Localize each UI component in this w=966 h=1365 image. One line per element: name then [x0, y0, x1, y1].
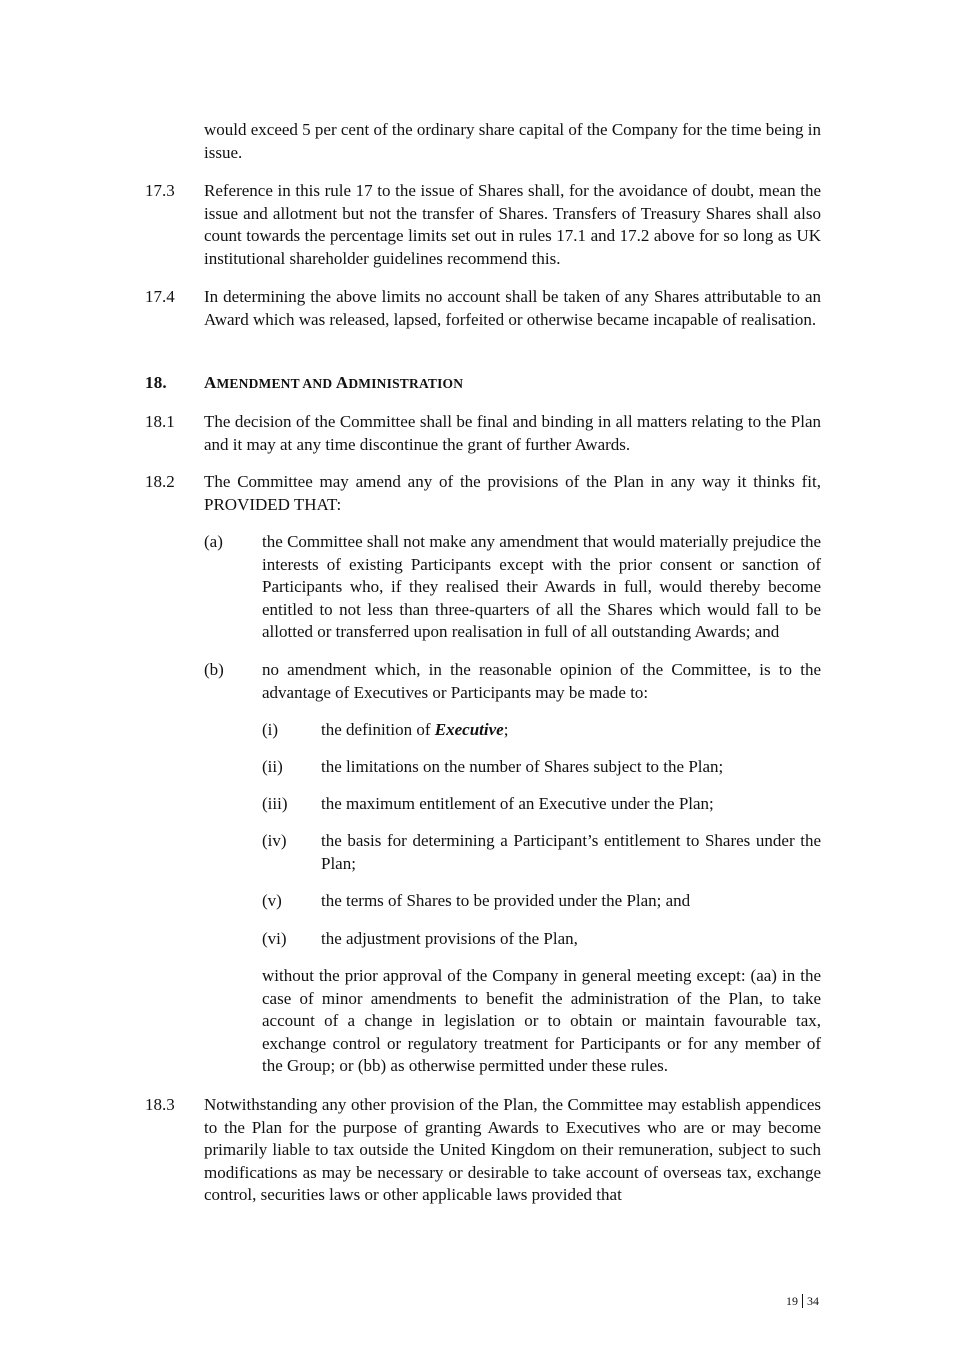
rule-18-2-text: The Committee may amend any of the provisions of the Plan in any way it thinks fit, PROVIDED THAT:: [204, 472, 821, 514]
current-page-number: 19: [786, 1294, 798, 1308]
item-v-text: the terms of Shares to be provided under the Plan; and: [321, 891, 691, 910]
rule-number-18-2: 18.2: [145, 472, 175, 491]
rule-number-17-3: 17.3: [145, 181, 175, 200]
item-label-ii: (ii): [262, 757, 283, 776]
item-ii-text: the limitations on the number of Shares subject to the Plan;: [321, 757, 724, 776]
subclause-label-b: (b): [204, 660, 224, 679]
subclause-label-a: (a): [204, 532, 223, 551]
section-number-18: 18.: [145, 373, 167, 392]
total-pages-number: 34: [807, 1294, 819, 1308]
rule-number-17-4: 17.4: [145, 287, 175, 306]
subclause-b-text: no amendment which, in the reasonable opinion of the Committee, is to the advantage of Executives or Participants may be made to:: [262, 660, 821, 702]
rule-17-4-text: In determining the above limits no account shall be taken of any Shares attributable to an Award which was released, lapsed, forfeited or otherwise became incapable of realisation.: [204, 287, 821, 329]
item-i-text: the definition of Executive;: [321, 720, 509, 739]
item-iv-text: the basis for determining a Participant’s entitlement to Shares under the Plan;: [321, 831, 821, 873]
defined-term-executive: Executive: [434, 720, 504, 739]
section-18-heading: AMENDMENT AND ADMINISTRATION: [204, 373, 464, 392]
item-label-iv: (iv): [262, 831, 287, 850]
rule-17-3-text: Reference in this rule 17 to the issue of Shares shall, for the avoidance of doubt, mean the issue and allotment but not the transfer of Shares. Transfers of Treasury Shares shall also count towards the percentage limits set out in rules 17.1 and 17.2 above for so long as UK institutional shareholder guidelines recommend this.: [204, 181, 821, 268]
continuation-paragraph: would exceed 5 per cent of the ordinary share capital of the Company for the time being in issue.: [204, 120, 821, 162]
closing-paragraph: without the prior approval of the Company in general meeting except: (aa) in the case of minor amendments to benefit the administration of the Plan, to take account of a change in legislation or to obtain or maintain favourable tax, exchange control or regulatory treatment for Participants or for any member of the Group; or (bb) as otherwise permitted under these rules.: [262, 966, 821, 1075]
subclause-a-text: the Committee shall not make any amendment that would materially prejudice the interests of existing Participants except with the prior consent or sanction of Participants who, if they realised their Awards in full, would thereby become entitled to not less than three-quarters of all the Shares which would fall to be allotted or transferred upon realisation in full of all outstanding Awards; and: [262, 532, 821, 641]
item-vi-text: the adjustment provisions of the Plan,: [321, 929, 578, 948]
rule-number-18-1: 18.1: [145, 412, 175, 431]
page-number: [786, 1294, 819, 1308]
rule-18-3-text: Notwithstanding any other provision of the Plan, the Committee may establish appendices to the Plan for the purpose of granting Awards to Executives who are or may become primarily liable to tax outside the United Kingdom on their remuneration, subject to such modifications as may be necessary or desirable to take account of overseas tax, exchange control, securities laws or other applicable laws provided that: [204, 1095, 821, 1204]
rule-number-18-3: 18.3: [145, 1095, 175, 1114]
page-separator: [802, 1294, 803, 1308]
item-label-iii: (iii): [262, 794, 288, 813]
item-iii-text: the maximum entitlement of an Executive under the Plan;: [321, 794, 714, 813]
item-label-i: (i): [262, 720, 279, 739]
rule-18-1-text: The decision of the Committee shall be final and binding in all matters relating to the Plan and it may at any time discontinue the grant of further Awards.: [204, 412, 821, 454]
item-label-vi: (vi): [262, 929, 287, 948]
item-label-v: (v): [262, 891, 282, 910]
